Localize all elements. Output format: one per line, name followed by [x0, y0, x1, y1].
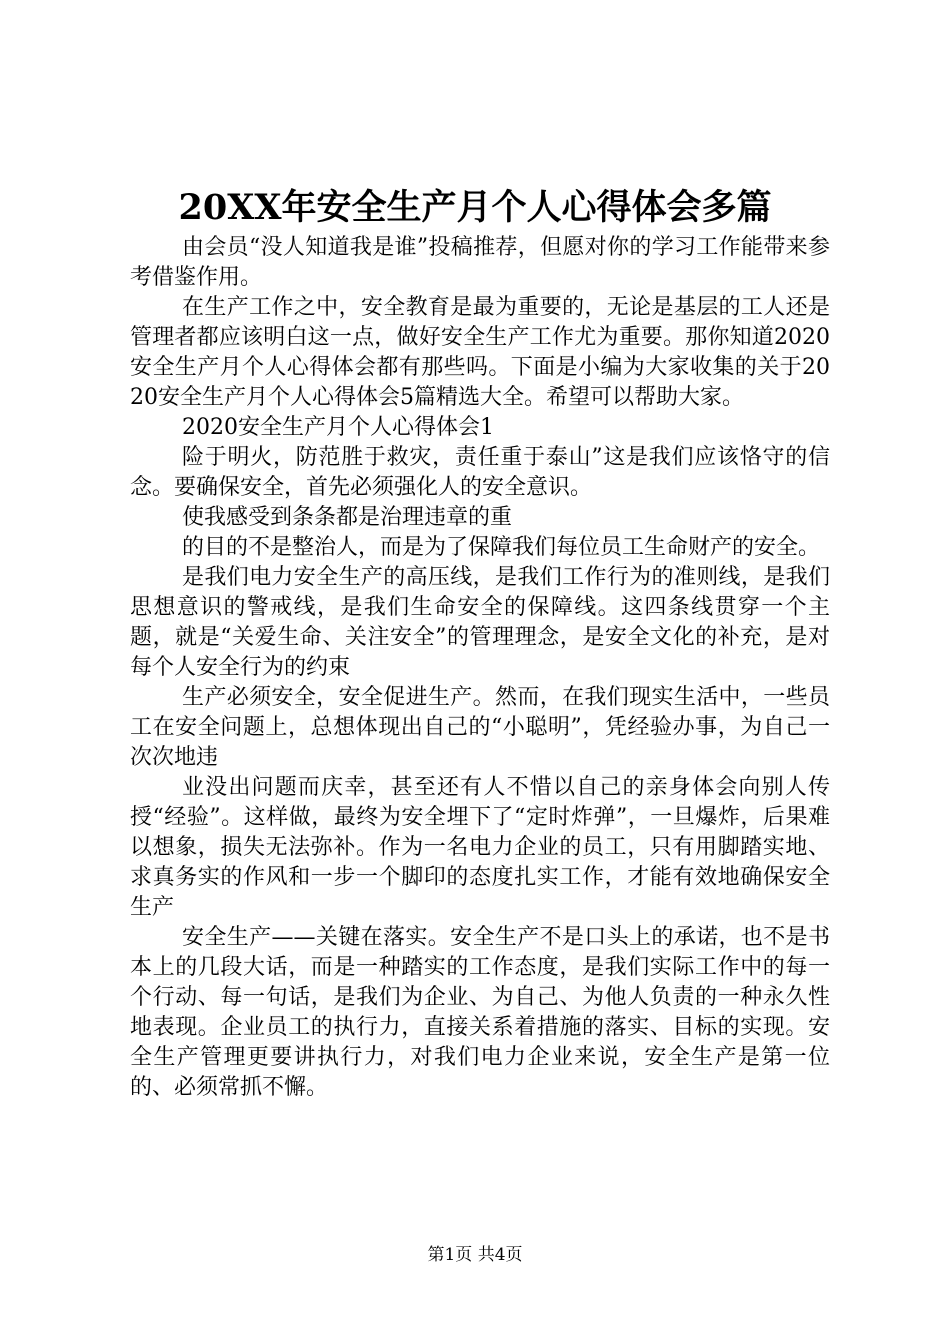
paragraph: 业没出问题而庆幸，甚至还有人不惜以自己的亲身体会向别人传授“经验”。这样做，最终为安全埋下了“定时炸弹”，一旦爆炸，后果难以想象，损失无法弥补。作为一名电力企业的员工，只有用脚踏实地、求真务实的作风和一步一个脚印的态度扎实工作，才能有效地确保安全生产	[130, 775, 830, 920]
paragraph: 生产必须安全，安全促进生产。然而，在我们现实生活中，一些员工在安全问题上，总想体现出自己的“小聪明”，凭经验办事，为自己一次次地违	[130, 685, 830, 770]
page-number-footer: 第1页 共4页	[427, 1245, 523, 1265]
paragraph: 使我感受到条条都是治理违章的重	[182, 505, 513, 530]
paragraph: 是我们电力安全生产的高压线，是我们工作行为的准则线，是我们思想意识的警戒线，是我们生命安全的保障线。这四条线贯穿一个主题，就是“关爱生命、关注安全”的管理理念，是安全文化的补充，是对每个人安全行为的约束	[130, 565, 830, 680]
document-body	[130, 233, 830, 1103]
paragraph: 安全生产——关键在落实。安全生产不是口头上的承诺，也不是书本上的几段大话，而是一种踏实的工作态度，是我们实际工作中的每一个行动、每一句话，是我们为企业、为自己、为他人负责的一种永久性地表现。企业员工的执行力，直接关系着措施的落实、目标的实现。安全生产管理更要讲执行力，对我们电力企业来说，安全生产是第一位的、必须常抓不懈。	[130, 925, 830, 1100]
section-heading-1: 2020安全生产月个人心得体会1	[182, 415, 494, 440]
paragraph-intro: 由会员“没人知道我是谁”投稿推荐，但愿对你的学习工作能带来参考借鉴作用。	[130, 235, 830, 290]
paragraph: 的目的不是整治人，而是为了保障我们每位员工生命财产的安全。	[182, 535, 821, 560]
paragraph: 险于明火，防范胜于救灾，责任重于泰山”这是我们应该恪守的信念。要确保安全，首先必须强化人的安全意识。	[130, 445, 830, 500]
document-title: 20XX年安全生产月个人心得体会多篇	[178, 187, 772, 228]
paragraph-overview: 在生产工作之中，安全教育是最为重要的，无论是基层的工人还是管理者都应该明白这一点，做好安全生产工作尤为重要。那你知道2020安全生产月个人心得体会都有那些吗。下面是小编为大家收集的关于2020安全生产月个人心得体会5篇精选大全。希望可以帮助大家。	[130, 295, 830, 410]
